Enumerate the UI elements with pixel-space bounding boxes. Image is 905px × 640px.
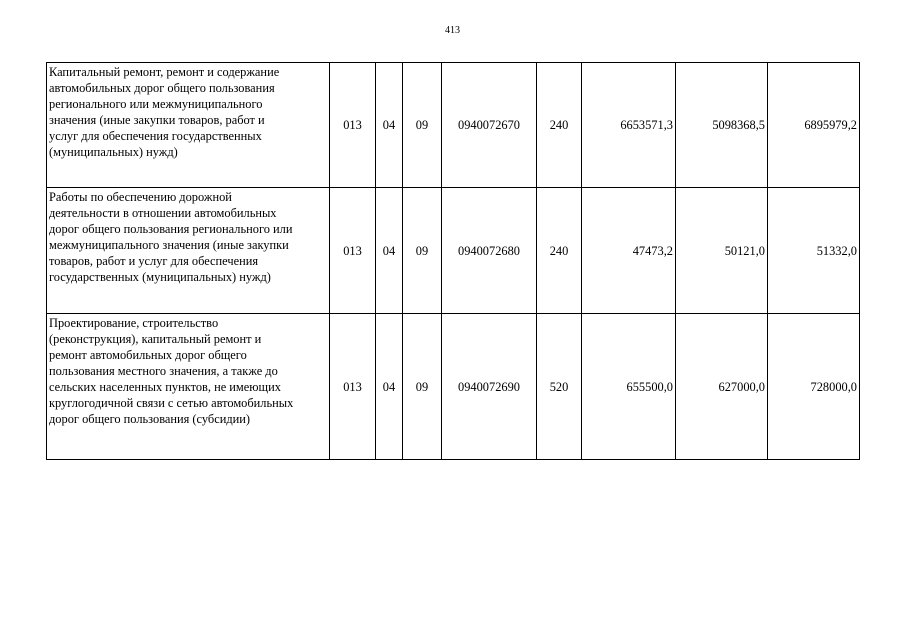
target-article-code: 0940072680 [442,188,537,314]
amount-year-1: 6653571,3 [582,63,676,188]
description-line: сельских населенных пунктов, не имеющих [49,380,281,394]
description-line: дорог общего пользования (субсидии) [49,412,251,426]
subsection-code: 09 [403,63,442,188]
ministry-code: 013 [330,63,376,188]
description-line: (реконструкция), капитальный ремонт и [49,332,262,346]
description-line: Капитальный ремонт, ремонт и содержание [49,65,280,79]
subsection-code: 09 [403,188,442,314]
description-line: значения (иные закупки товаров, работ и [49,113,265,127]
subsection-code: 09 [403,314,442,460]
amount-year-1: 655500,0 [582,314,676,460]
description-line: товаров, работ и услуг для обеспечения [49,254,259,268]
expense-type-code: 240 [537,188,582,314]
section-code: 04 [376,63,403,188]
description-line: пользования местного значения, а также до [49,364,278,378]
description-line: деятельности в отношении автомобильных [49,206,277,220]
section-code: 04 [376,188,403,314]
description-line: автомобильных дорог общего пользования [49,81,275,95]
table-row [47,188,860,314]
target-article-code: 0940072690 [442,314,537,460]
amount-year-2: 50121,0 [676,188,768,314]
expense-type-code: 520 [537,314,582,460]
amount-year-2: 5098368,5 [676,63,768,188]
description-line: услуг для обеспечения государственных [49,129,262,143]
amount-year-3: 6895979,2 [768,63,860,188]
description-line: государственных (муниципальных) нужд) [49,270,271,284]
description-line: регионального или межмуниципального [49,97,263,111]
ministry-code: 013 [330,314,376,460]
description-line: Работы по обеспечению дорожной [49,190,232,204]
row-description [47,314,330,460]
amount-year-2: 627000,0 [676,314,768,460]
table-row [47,63,860,188]
budget-table [46,62,860,460]
expense-type-code: 240 [537,63,582,188]
description-line: круглогодичной связи с сетью автомобильных [49,396,294,410]
amount-year-3: 728000,0 [768,314,860,460]
target-article-code: 0940072670 [442,63,537,188]
description-line: (муниципальных) нужд) [49,145,178,159]
page-number: 413 [445,25,460,36]
table-row [47,314,860,460]
description-line: Проектирование, строительство [49,316,219,330]
description-line: межмуниципального значения (иные закупки [49,238,289,252]
description-line: ремонт автомобильных дорог общего [49,348,247,362]
section-code: 04 [376,314,403,460]
row-description [47,63,330,188]
amount-year-1: 47473,2 [582,188,676,314]
amount-year-3: 51332,0 [768,188,860,314]
row-description [47,188,330,314]
description-line: дорог общего пользования регионального или [49,222,293,236]
ministry-code: 013 [330,188,376,314]
